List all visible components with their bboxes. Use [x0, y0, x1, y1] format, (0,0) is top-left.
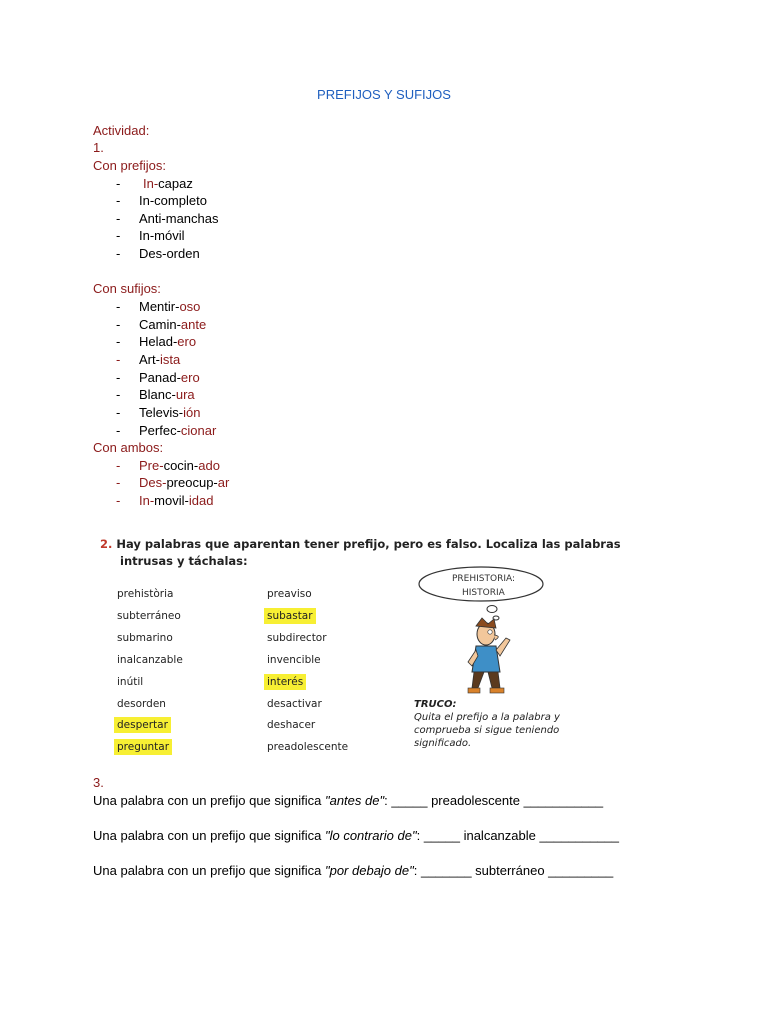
- word-item: preaviso: [267, 588, 312, 600]
- list-item: - In-completo: [116, 193, 207, 208]
- suffix-part: ura: [175, 387, 195, 402]
- suffix-part: ante: [180, 317, 207, 332]
- word-item: preadolescente: [267, 741, 349, 753]
- root-part: orden: [166, 246, 200, 261]
- sentence-end: : _______ subterráneo _________: [413, 863, 614, 878]
- page-title: PREFIJOS Y SUFIJOS: [317, 87, 451, 102]
- list-item: - Televis-ión: [116, 405, 201, 420]
- list-item: - In-móvil: [116, 228, 185, 243]
- list-item: - Camin-ante: [116, 317, 207, 332]
- bubble-line-1: PREHISTORIA:: [452, 574, 516, 584]
- prefixes-heading: Con prefijos:: [93, 158, 166, 173]
- activity-label: Actividad:: [93, 123, 150, 138]
- bubble-line-2: HISTORIA: [462, 588, 505, 598]
- sentence-start: Una palabra con un prefijo que significa: [93, 863, 325, 878]
- suffix-part: oso: [179, 299, 201, 314]
- suffix-part: ero: [180, 370, 200, 385]
- root-part: Camin-: [139, 317, 181, 332]
- prefix-part: In-: [139, 193, 155, 208]
- suffix-part: cionar: [180, 423, 217, 438]
- root-part: Perfec-: [139, 423, 181, 438]
- both-heading: Con ambos:: [93, 440, 164, 455]
- section-1-number: 1.: [93, 140, 104, 155]
- root-part: Panad-: [139, 370, 181, 385]
- word-item-highlighted: preguntar: [114, 739, 172, 755]
- exercise-2-line1: Hay palabras que aparentan tener prefijo, pero es falso. Localiza las palabras: [116, 537, 621, 551]
- truco-line: comprueba si sigue teniendo: [414, 725, 560, 736]
- fill-in-sentence: [93, 862, 613, 880]
- prefix-meaning: "por debajo de": [324, 863, 414, 878]
- word-item: subterráneo: [117, 610, 181, 622]
- prefix-part: In-: [143, 176, 159, 191]
- word-item: desorden: [117, 698, 166, 710]
- suffix-part: ión: [183, 405, 201, 420]
- root-part: Mentir-: [139, 299, 180, 314]
- exercise-2-line2: intrusas y táchalas:: [120, 554, 248, 568]
- word-item: desactivar: [267, 698, 322, 710]
- list-item: - Anti-manchas: [116, 211, 219, 226]
- root-part: cocin-: [163, 458, 199, 473]
- root-part: completo: [154, 193, 207, 208]
- prefix-meaning: "antes de": [324, 793, 385, 808]
- section-3-number: 3.: [93, 775, 104, 790]
- root-part: Helad-: [139, 334, 178, 349]
- root-part: Televis-: [139, 405, 184, 420]
- exercise-2-number: 2.: [100, 537, 113, 551]
- root-part: Blanc-: [139, 387, 176, 402]
- sentence-start: Una palabra con un prefijo que significa: [93, 793, 325, 808]
- sentence-end: : _____ preadolescente ___________: [384, 793, 604, 808]
- list-item: - Blanc-ura: [116, 387, 195, 402]
- list-item: - Panad-ero: [116, 370, 200, 385]
- truco-title: TRUCO:: [414, 699, 457, 710]
- word-item-highlighted: despertar: [114, 717, 171, 733]
- suffix-part: ar: [217, 475, 230, 490]
- word-item: inútil: [117, 676, 144, 688]
- fill-in-sentence: [93, 827, 619, 845]
- suffix-part: ista: [159, 352, 181, 367]
- prefix-part: In-: [139, 493, 155, 508]
- word-item-highlighted: interés: [264, 674, 306, 690]
- truco-note: [414, 698, 560, 750]
- list-item: - Pre-cocin-ado: [116, 458, 220, 473]
- list-item: - Helad-ero: [116, 334, 197, 349]
- fill-in-sentence: [93, 792, 603, 810]
- list-item: - In-capaz: [116, 176, 193, 191]
- prefix-part: Anti-: [139, 211, 166, 226]
- word-item: invencible: [267, 654, 321, 666]
- suffix-part: idad: [188, 493, 214, 508]
- root-part: preocup-: [166, 475, 218, 490]
- prefix-meaning: "lo contrario de": [324, 828, 417, 843]
- prefix-part: Pre-: [139, 458, 164, 473]
- root-part: capaz: [158, 176, 193, 191]
- root-part: móvil: [154, 228, 185, 243]
- word-item: subdirector: [267, 632, 327, 644]
- list-item: - In-movil-idad: [116, 493, 214, 508]
- suffix-part: ero: [177, 334, 197, 349]
- prefix-part: In-: [139, 228, 155, 243]
- root-part: Art-: [139, 352, 160, 367]
- truco-line: Quita el prefijo a la palabra y: [414, 712, 560, 723]
- suffixes-heading: Con sufijos:: [93, 281, 161, 296]
- suffix-part: ado: [198, 458, 220, 473]
- word-item: inalcanzable: [117, 654, 183, 666]
- exercise-2-image: [96, 530, 621, 770]
- truco-line: significado.: [414, 738, 472, 749]
- list-item: - Perfec-cionar: [116, 423, 217, 438]
- list-item: - Art-ista: [116, 352, 181, 367]
- prefix-part: Des-: [139, 246, 167, 261]
- root-part: manchas: [165, 211, 219, 226]
- list-item: - Des-orden: [116, 246, 200, 261]
- list-item: - Des-preocup-ar: [116, 475, 230, 490]
- word-item: deshacer: [267, 719, 316, 731]
- list-item: - Mentir-oso: [116, 299, 201, 314]
- word-item-highlighted: subastar: [264, 608, 316, 624]
- prefix-part: Des-: [139, 475, 167, 490]
- sentence-start: Una palabra con un prefijo que significa: [93, 828, 325, 843]
- sentence-end: : _____ inalcanzable ___________: [416, 828, 619, 843]
- word-item: prehistòria: [117, 588, 174, 600]
- word-item: submarino: [117, 632, 173, 644]
- root-part: movil-: [154, 493, 189, 508]
